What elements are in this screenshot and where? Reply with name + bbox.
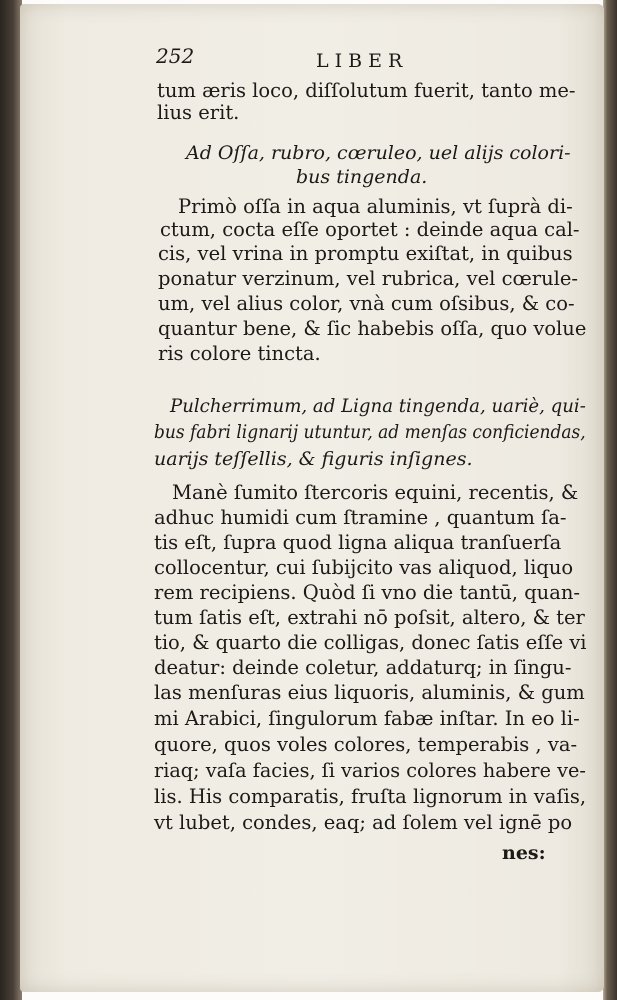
page-number: 252 [156,44,195,68]
body-line: ponatur verzinum, vel rubrica, vel cœrule- [158,267,579,290]
body-line: ris colore tincta. [158,342,321,365]
body-line: Primò oſſa in aqua aluminis, vt ſuprà di- [178,195,573,218]
body-line: tum ſatis eſt, extrahi nō poſsit, altero, & ter [154,606,585,629]
body-line: tis eſt, ſupra quod ligna aliqua tranſuerſa [154,531,562,554]
body-line: riaq; vaſa facies, ſi varios colores habere ve- [154,759,586,782]
body-line: lis. His comparatis, fruſta lignorum in vaſis, [154,785,587,808]
body-line: rem recipiens. Quòd ſi vno die tantū, quan- [154,581,581,604]
body-line: vt lubet, condes, eaq; ad ſolem vel ignē po [154,811,573,834]
body-line: quore, quos voles colores, temperabis , va- [154,733,578,756]
section-heading: uarijs teſſellis, & figuris inſignes. [154,448,473,470]
body-line: tio, & quarto die colligas, donec ſatis eſſe vi [154,631,587,654]
book-fore-edge [603,0,617,1000]
running-title: LIBER [316,50,409,72]
body-line: mi Arabici, ſingulorum fabæ inſtar. In eo li- [154,707,580,730]
section-heading: bus fabri lignarij utuntur, ad menſas conficiendas, [154,421,586,443]
book-spine-edge [0,0,22,1000]
body-line: ctum, cocta eſſe oportet : deinde aqua cal- [160,218,580,241]
section-heading: bus tingenda. [296,166,428,188]
body-line: cis, vel vrina in promptu exiſtat, in quibus [158,242,573,265]
section-heading: Pulcherrimum, ad Ligna tingenda, uariè, qui- [170,395,586,417]
continuation-line: tum æris loco, diſſolutum fuerit, tanto me- [157,79,576,102]
body-line: deatur: deinde coletur, addaturq; in ſingu- [154,656,572,679]
body-line: collocentur, cui ſubijcito vas aliquod, liquo [154,556,574,579]
catchword: nes: [502,842,546,864]
continuation-line: lius erit. [157,101,240,124]
body-line: adhuc humidi cum ſtramine , quantum ſa- [154,506,567,529]
body-line: Manè ſumito ſtercoris equini, recentis, & [172,481,579,504]
body-line: quantur bene, & ſic habebis oſſa, quo volue [158,317,587,340]
body-line: las menſuras eius liquoris, aluminis, & gum [154,681,585,704]
body-line: um, vel alius color, vnà cum oſsibus, & co- [158,292,575,315]
section-heading: Ad Oſſa, rubro, cœruleo, uel alijs colori- [186,142,571,164]
